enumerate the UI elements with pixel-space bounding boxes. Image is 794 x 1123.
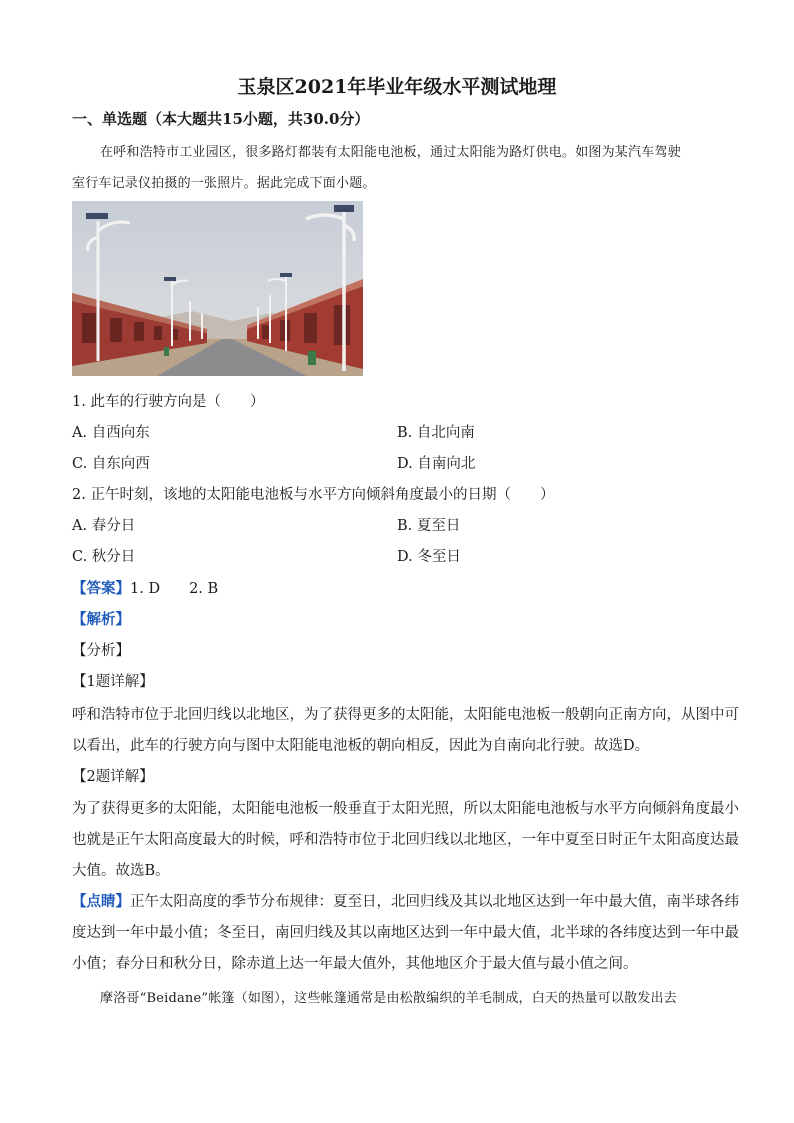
question-2-option-d: D. 冬至日 <box>397 549 461 565</box>
answer-line <box>72 577 218 598</box>
intro-line-2: 室行车记录仪拍摄的一张照片。据此完成下面小题。 <box>72 176 376 191</box>
next-intro-line: 摩洛哥“Beidane”帐篷（如图），这些帐篷通常是由松散编织的羊毛制成，白天的热量可以散发出去 <box>100 991 677 1006</box>
detail-2-line-1: 为了获得更多的太阳能，太阳能电池板一般垂直于太阳光照，所以太阳能电池板与水平方向倾斜角度最小 <box>72 801 739 817</box>
tip-text-1: 正午太阳高度的季节分布规律：夏至日，北回归线及其以北地区达到一年中最大值，南半球各纬 <box>130 894 739 910</box>
detail-2-tag: 【2题详解】 <box>72 769 154 785</box>
question-1-option-d: D. 自南向北 <box>397 456 476 472</box>
intro-line-1: 在呼和浩特市工业园区，很多路灯都装有太阳能电池板，通过太阳能为路灯供电。如图为某汽车驾驶 <box>100 145 681 160</box>
fenxi-tag: 【分析】 <box>72 643 130 659</box>
detail-1-line-1: 呼和浩特市位于北回归线以北地区，为了获得更多的太阳能，太阳能电池板一般朝向正南方向，从图中可 <box>72 707 739 723</box>
tip-tag: 【点睛】 <box>72 893 130 910</box>
analysis-tag: 【解析】 <box>72 611 130 628</box>
page-title: 玉泉区2021年毕业年级水平测试地理 <box>237 76 557 98</box>
question-2-option-a: A. 春分日 <box>72 518 136 534</box>
detail-2-line-3: 大值。故选B。 <box>72 863 170 879</box>
question-2-stem: 2. 正午时刻，该地的太阳能电池板与水平方向倾斜角度最小的日期（ ） <box>72 487 555 503</box>
street-photo <box>72 201 363 376</box>
tip-line-2: 度达到一年中最小值；冬至日，南回归线及其以南地区达到一年中最大值，北半球的各纬度达到一年中最 <box>72 925 739 941</box>
section-heading: 一、单选题（本大题共15小题，共30.0分） <box>72 110 370 128</box>
detail-1-line-2: 以看出，此车的行驶方向与图中太阳能电池板的朝向相反，因此为自南向北行驶。故选D。 <box>72 738 650 754</box>
question-1-option-b: B. 自北向南 <box>397 425 475 441</box>
detail-1-tag: 【1题详解】 <box>72 674 154 690</box>
question-1-stem: 1. 此车的行驶方向是（ ） <box>72 394 265 410</box>
question-2-option-c: C. 秋分日 <box>72 549 136 565</box>
tip-line-1 <box>72 890 739 911</box>
question-2-option-b: B. 夏至日 <box>397 518 461 534</box>
detail-2-line-2: 也就是正午太阳高度最大的时候，呼和浩特市位于北回归线以北地区，一年中夏至日时正午太阳高度达最 <box>72 832 739 848</box>
question-1-option-c: C. 自东向西 <box>72 456 150 472</box>
answer-text: 1. D 2. B <box>130 581 219 597</box>
answer-tag: 【答案】 <box>72 580 130 597</box>
tip-line-3: 小值；春分日和秋分日，除赤道上达一年最大值外，其他地区介于最大值与最小值之间。 <box>72 956 638 972</box>
question-1-option-a: A. 自西向东 <box>72 425 150 441</box>
